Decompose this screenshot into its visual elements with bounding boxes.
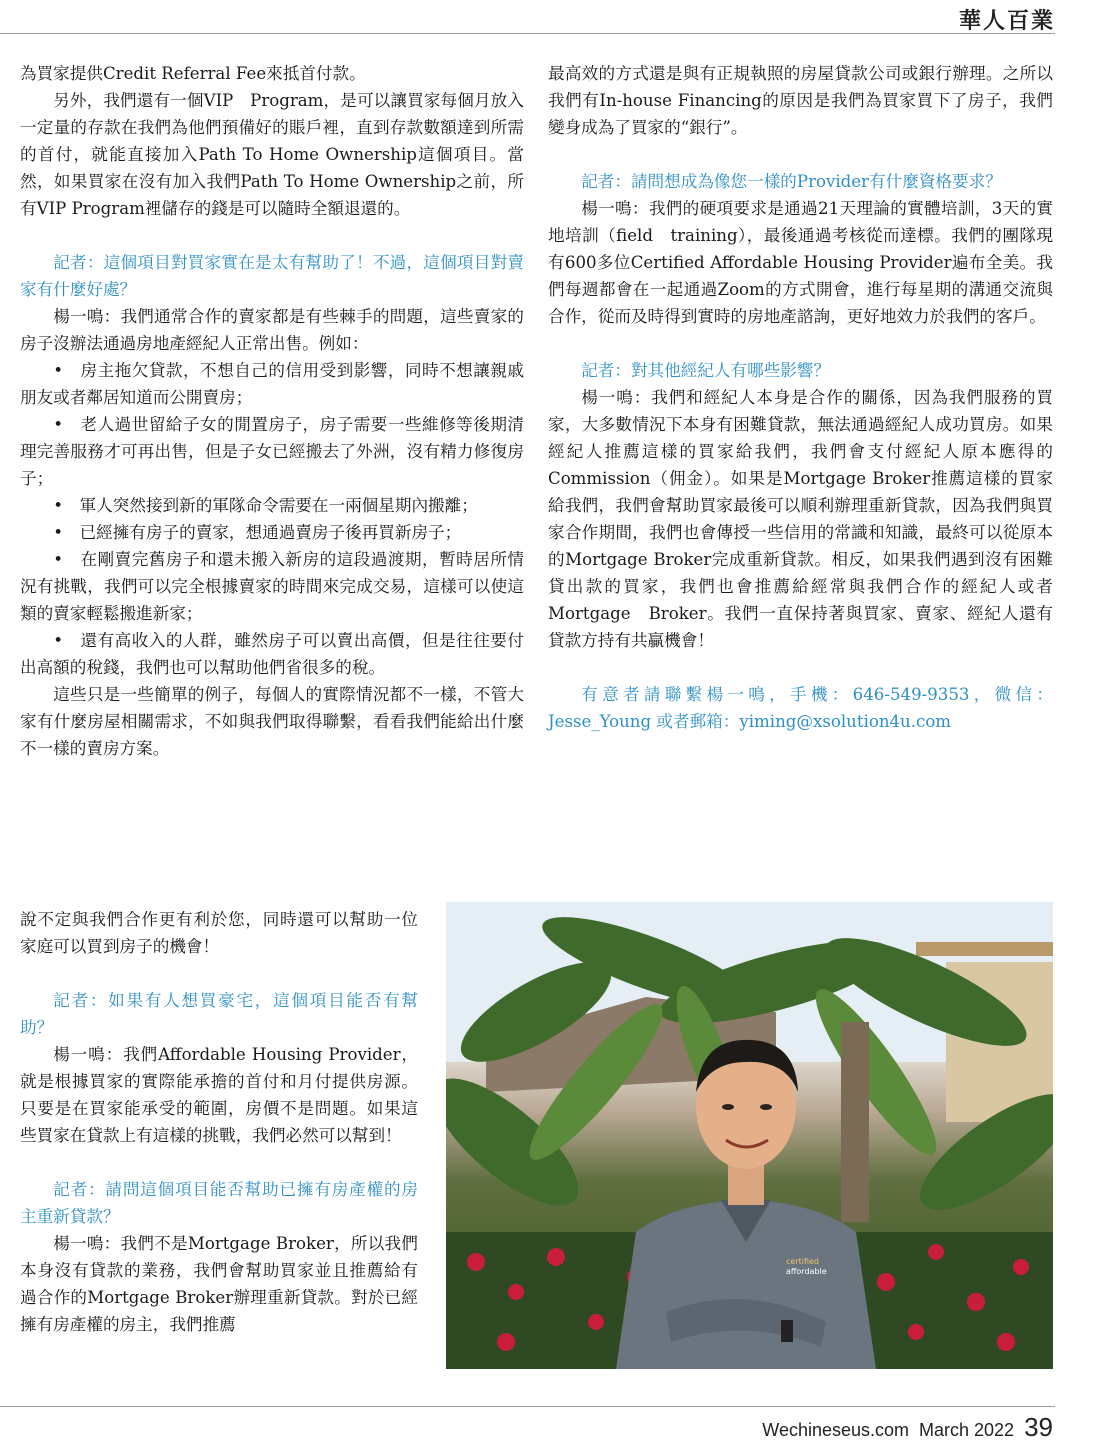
- magazine-section-title: 華人百業: [958, 8, 1055, 34]
- list-item: • 在剛賣完舊房子和還未搬入新房的這段過渡期，暫時居所情況有挑戰，我們可以完全根據賣家的時間來完成交易，這樣可以使這類的賣家輕鬆搬進新家；: [20, 550, 524, 623]
- paragraph: 說不定與我們合作更有利於您，同時還可以幫助一位家庭可以買到房子的機會！: [20, 910, 418, 956]
- page-number: 39: [1024, 1412, 1053, 1442]
- answer: 楊一鳴：我們通常合作的賣家都是有些棘手的問題，這些賣家的房子沒辦法通過房地產經紀人正常出售。例如：: [20, 307, 524, 353]
- paragraph: 為買家提供Credit Referral Fee來抵首付款。: [20, 64, 366, 83]
- header-divider: [0, 33, 1055, 34]
- answer: 楊一鳴：我們不是Mortgage Broker，所以我們本身沒有貸款的業務，我們會幫助買家並且推薦給有過合作的Mortgage Broker辦理重新貸款。對於已經擁有房產權的房主，我們推薦: [20, 1234, 418, 1334]
- paragraph: 最高效的方式還是與有正規執照的房屋貸款公司或銀行辦理。之所以我們有In-house Financing的原因是我們為買家買下了房子，我們變身成為了買家的“銀行”。: [548, 64, 1053, 137]
- list-item: • 已經擁有房子的賣家，想通過賣房子後再買新房子；: [53, 523, 462, 542]
- list-item: • 房主拖欠貸款，不想自己的信用受到影響，同時不想讓親戚朋友或者鄰居知道而公開賣房；: [20, 361, 524, 407]
- list-item: • 還有高收入的人群，雖然房子可以賣出高價，但是往往要付出高額的稅錢，我們也可以幫助他們省很多的稅。: [20, 631, 524, 677]
- answer: 楊一鳴：我們和經紀人本身是合作的關係，因為我們服務的買家，大多數情況下本身有困難貸款，無法通過經紀人成功買房。如果經紀人推薦這樣的買家給我們，我們會支付經紀人原本應得的Commission（佣金）。如果是Mortgage Broker推薦這樣的買家給我們，我們會幫助買家最後可以順利辦理重新貸款，因為我們與買家合作期間，我們也會傳授一些信用的常識和知識，最終可以從原本的Mortgage Broker完成重新貸款。相反，如果我們遇到沒有困難貸出款的買家，我們也會推薦給經常與我們合作的經紀人或者Mortgage Broker。我們一直保持著與買家、賣家、經紀人還有貸款方持有共贏機會！: [548, 388, 1053, 650]
- answer: 楊一鳴：我們的硬項要求是通過21天理論的實體培訓，3天的實地培訓（field training），最後通過考核從而達標。我們的團隊現有600多位Certified Affordable Housing Provider遍布全美。我們每週都會在一起通過Zoom的方式開會，進行每星期的溝通交流與合作，從而及時得到實時的房地產諮詢，更好地效力於我們的客戶。: [548, 199, 1053, 326]
- svg-text:affordable: affordable: [786, 1267, 827, 1276]
- footer-date: March 2022: [919, 1420, 1015, 1440]
- footer-website: Wechineseus.com: [762, 1420, 910, 1440]
- portrait-photo: [446, 902, 1053, 1369]
- left-column-lower: [20, 906, 418, 1338]
- paragraph: 這些只是一些簡單的例子，每個人的實際情況都不一樣，不管大家有什麼房屋相關需求，不如與我們取得聯繫，看看我們能給出什麼不一樣的賣房方案。: [20, 685, 524, 758]
- page-footer: [762, 1412, 1053, 1443]
- list-item: • 老人過世留給子女的閒置房子，房子需要一些維修等後期清理完善服務才可再出售，但是子女已經搬去了外洲，沒有精力修復房子；: [20, 415, 524, 488]
- question: 記者：對其他經紀人有哪些影響？: [581, 361, 831, 380]
- list-item: • 軍人突然接到新的軍隊命令需要在一兩個星期內搬離；: [53, 496, 478, 515]
- shirt-logo-text: certified: [786, 1257, 820, 1266]
- right-column: [548, 60, 1053, 735]
- question: 記者：如果有人想買豪宅，這個項目能否有幫助？: [20, 991, 418, 1037]
- contact-info: 有意者請聯繫楊一鳴，手機：646-549-9353，微信：Jesse_Young 或者郵箱：yiming@xsolution4u.com: [548, 685, 1053, 731]
- question: 記者：請問這個項目能否幫助已擁有房產權的房主重新貸款？: [20, 1180, 418, 1226]
- question: 記者：這個項目對買家實在是太有幫助了！不過，這個項目對賣家有什麼好處？: [20, 253, 524, 299]
- question: 記者：請問想成為像您一樣的Provider有什麼資格要求？: [581, 172, 1002, 191]
- footer-divider: [0, 1406, 1055, 1407]
- left-column: [20, 60, 524, 762]
- portrait-illustration: [446, 902, 1053, 1369]
- paragraph: 另外，我們還有一個VIP Program，是可以讓買家每個月放入一定量的存款在我們為他們預備好的賬戶裡，直到存款數額達到所需的首付，就能直接加入Path To Home Ownership這個項目。當然，如果買家在沒有加入我們Path To Home Ownership之前，所有VIP Program裡儲存的錢是可以隨時全額退還的。: [20, 91, 524, 218]
- answer: 楊一鳴：我們Affordable Housing Provider，就是根據買家的實際能承擔的首付和月付提供房源。只要是在買家能承受的範圍，房價不是問題。如果這些買家在貸款上有這樣的挑戰，我們必然可以幫到！: [20, 1045, 418, 1145]
